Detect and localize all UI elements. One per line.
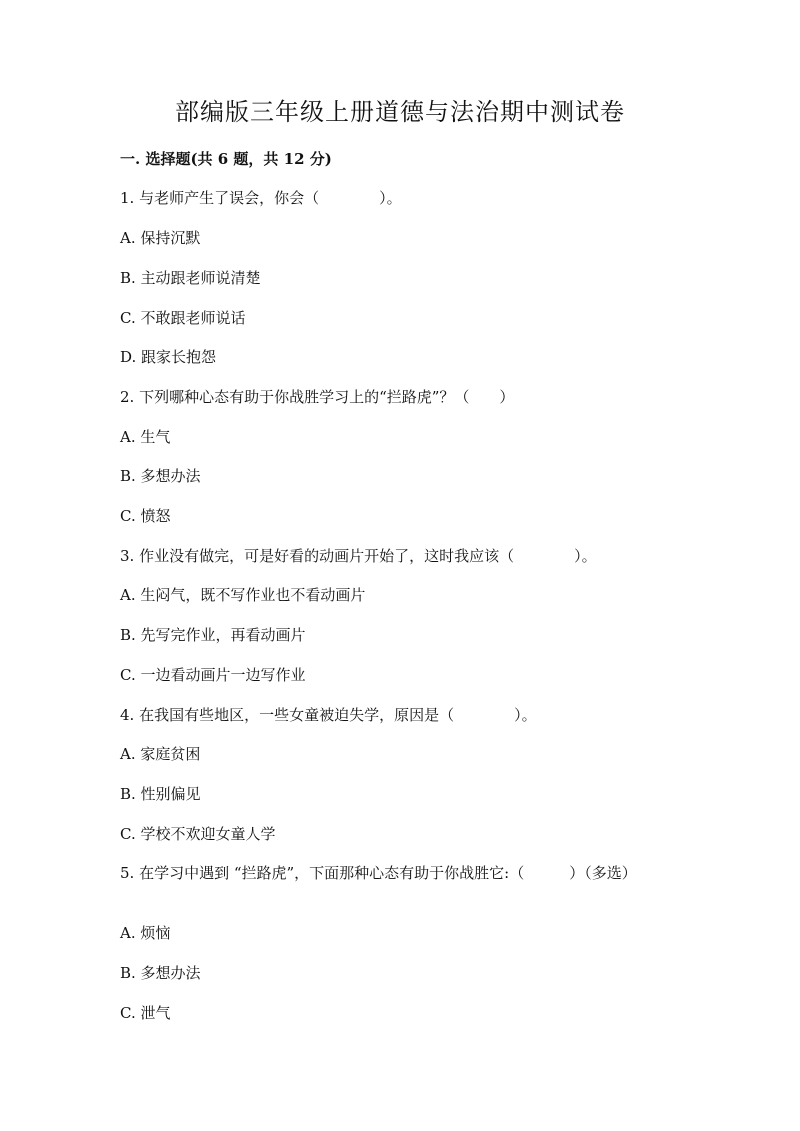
question-2-option-b: B. 多想办法 — [120, 467, 201, 485]
question-2-stem: 2. 下列哪种心态有助于你战胜学习上的“拦路虎”？（ ） — [120, 388, 515, 406]
page-title: 部编版三年级上册道德与法治期中测试卷 — [175, 98, 625, 126]
question-2-option-a: A. 生气 — [120, 428, 171, 446]
question-5-option-c: C. 泄气 — [120, 1004, 171, 1022]
question-3-stem: 3. 作业没有做完，可是好看的动画片开始了，这时我应该（ ）。 — [120, 547, 597, 565]
question-5-option-b: B. 多想办法 — [120, 964, 201, 982]
question-1-option-a: A. 保持沉默 — [120, 229, 201, 247]
question-4-option-c: C. 学校不欢迎女童人学 — [120, 825, 276, 843]
question-3-option-b: B. 先写完作业，再看动画片 — [120, 626, 306, 644]
question-3-option-c: C. 一边看动画片一边写作业 — [120, 666, 306, 684]
question-1-stem: 1. 与老师产生了误会，你会（ ）。 — [120, 189, 402, 207]
question-1-option-c: C. 不敢跟老师说话 — [120, 309, 246, 327]
question-4-option-b: B. 性别偏见 — [120, 785, 201, 803]
question-4-stem: 4. 在我国有些地区，一些女童被迫失学，原因是（ ）。 — [120, 706, 537, 724]
question-4-option-a: A. 家庭贫困 — [120, 745, 201, 763]
question-1-option-b: B. 主动跟老师说清楚 — [120, 269, 261, 287]
question-5-stem: 5. 在学习中遇到 “拦路虎”，下面那种心态有助于你战胜它:（ ）（多选） — [120, 864, 637, 882]
section-heading: 一. 选择题(共 6 题，共 12 分) — [120, 150, 332, 168]
question-2-option-c: C. 愤怒 — [120, 507, 171, 525]
question-1-option-d: D. 跟家长抱怨 — [120, 348, 217, 366]
question-5-option-a: A. 烦恼 — [120, 924, 171, 942]
question-3-option-a: A. 生闷气，既不写作业也不看动画片 — [120, 586, 366, 604]
